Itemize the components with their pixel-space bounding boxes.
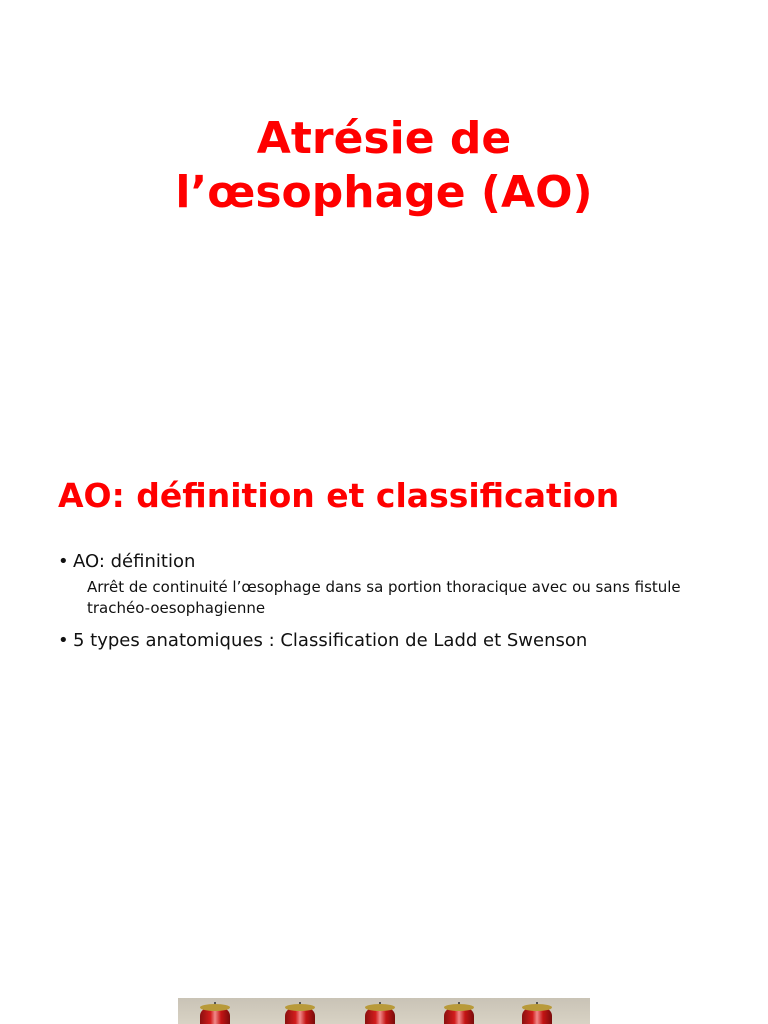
bullet-list — [58, 548, 738, 655]
figure-segment-top — [522, 1004, 552, 1011]
slide-title — [0, 112, 768, 220]
bullet-text: 5 types anatomiques : Classification de Ladd et Swenson — [73, 630, 588, 651]
bullet-item-types — [58, 627, 738, 655]
figure-segment-top — [285, 1004, 315, 1011]
definition-text — [87, 577, 717, 619]
section-heading: AO: définition et classification — [58, 476, 620, 515]
slide-title-line-2: l’œsophage (AO) — [175, 167, 593, 218]
definition-line-2: trachéo-oesophagienne — [87, 599, 266, 617]
figure-segment-top — [200, 1004, 230, 1011]
slide-title-line-1: Atrésie de — [256, 113, 512, 164]
definition-line-1: Arrêt de continuité l’œsophage dans sa portion thoracique avec ou sans fistule — [87, 578, 681, 596]
bullet-dot: • — [58, 630, 69, 651]
bullet-text: AO: définition — [73, 551, 196, 572]
bullet-dot: • — [58, 551, 69, 572]
figure-segment-top — [365, 1004, 395, 1011]
anatomy-figure-image — [178, 998, 590, 1024]
figure-segment-top — [444, 1004, 474, 1011]
bullet-item-definition — [58, 548, 738, 576]
